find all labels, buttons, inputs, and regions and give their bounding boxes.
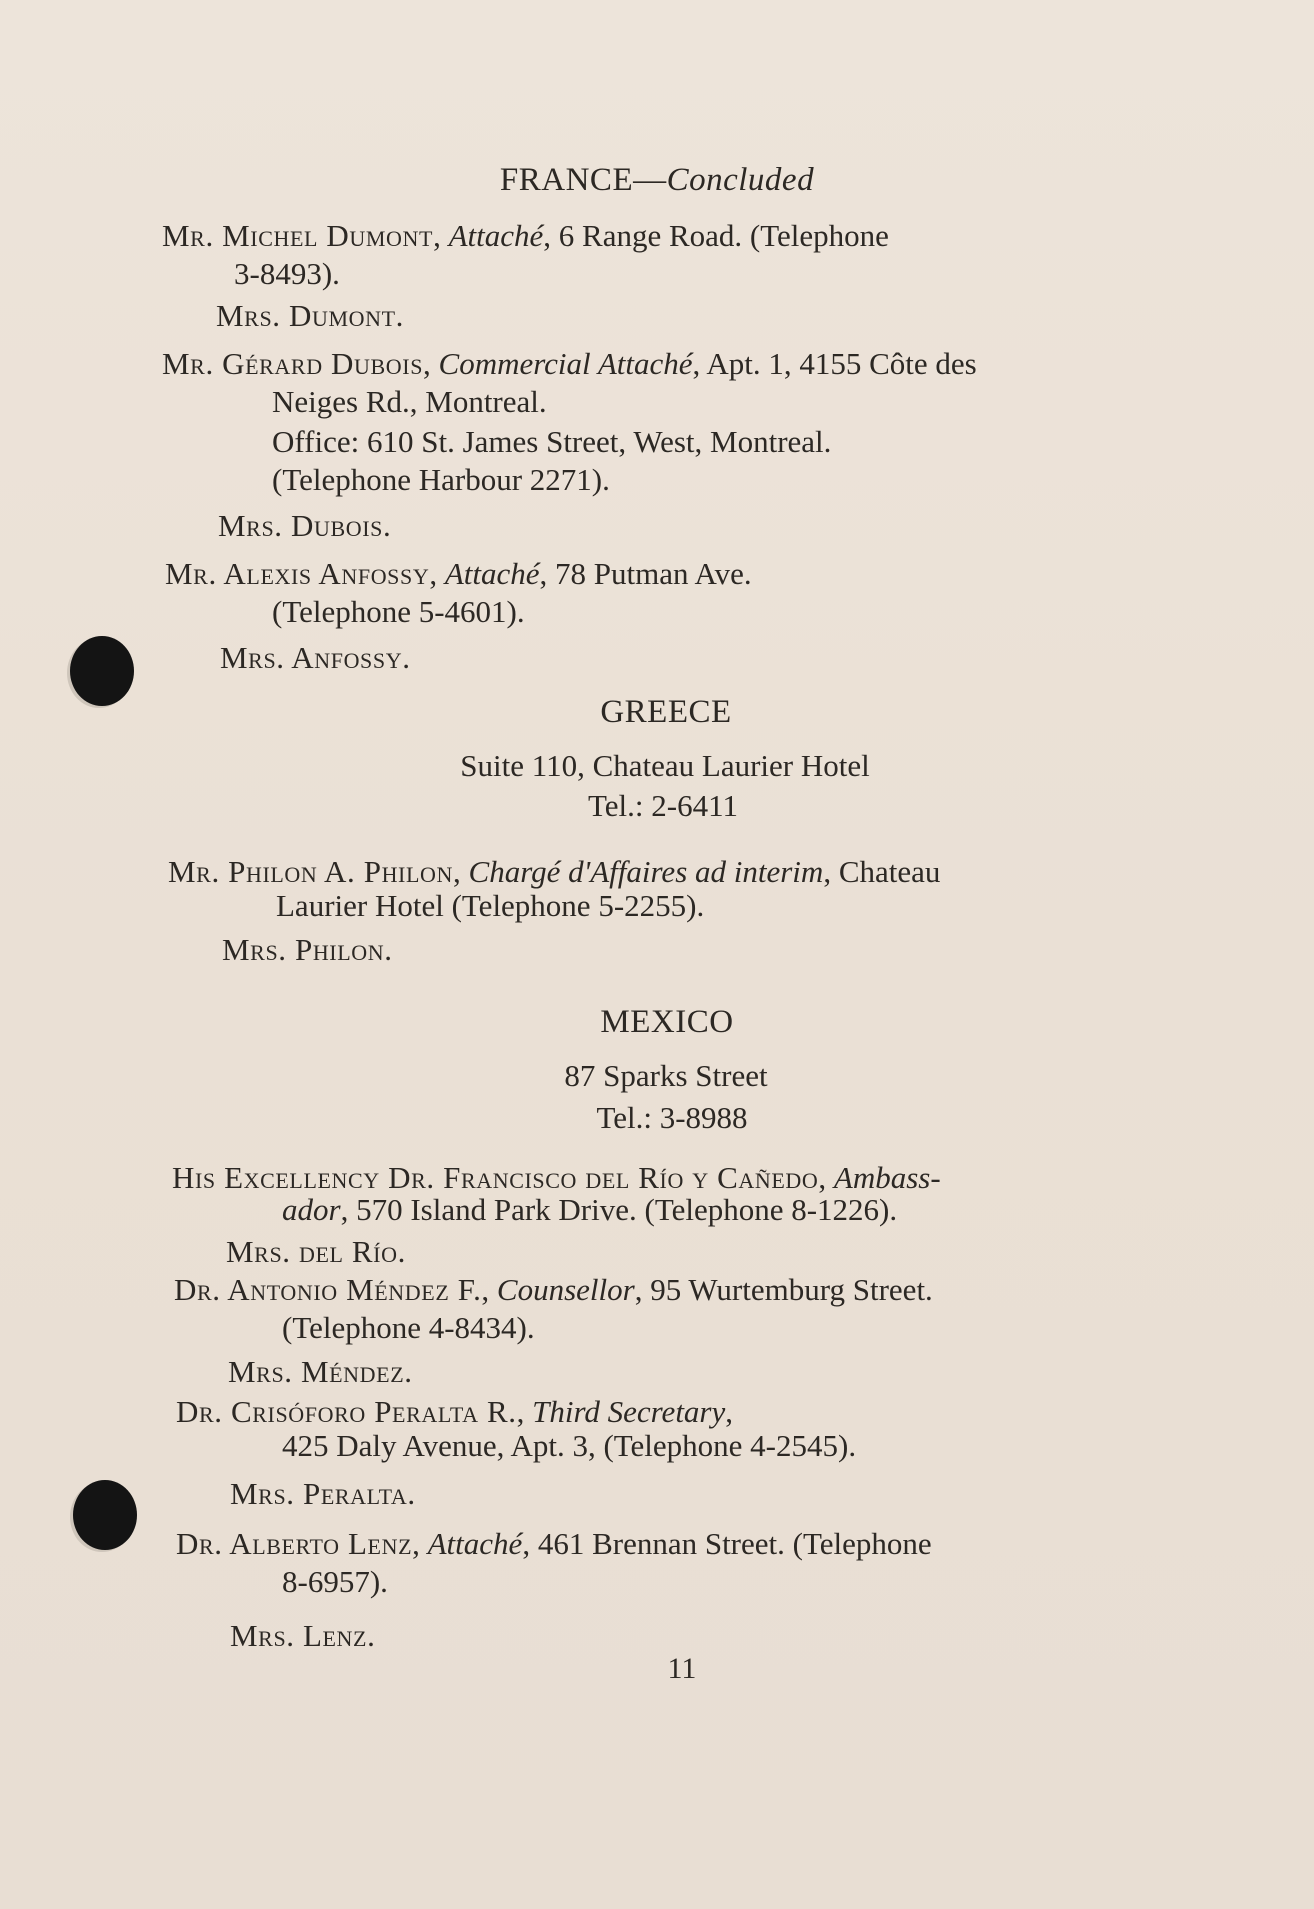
embassy-address: Suite 110, Chateau Laurier Hotel <box>460 748 870 783</box>
punch-hole-bottom <box>73 1480 137 1550</box>
person-title: Attaché <box>448 218 544 253</box>
person-title: Third Secretary <box>532 1394 726 1429</box>
person-title: Attaché <box>444 556 540 591</box>
section-heading-france <box>0 162 1314 199</box>
entry-line: Mr. Gérard Dubois, Commercial Attaché, Apt. 1, 4155 Côte des <box>162 346 977 381</box>
entry-continuation: (Telephone 4-8434). <box>282 1310 535 1345</box>
entry-text: , Chateau <box>823 854 941 889</box>
person-title: Commercial Attaché <box>438 346 693 381</box>
entry-continuation: 3-8493). <box>234 256 340 291</box>
person-name: Mr. Alexis Anfossy <box>165 556 430 591</box>
entry-continuation: (Telephone Harbour 2271). <box>272 462 610 497</box>
entry-continuation: Laurier Hotel (Telephone 5-2255). <box>276 888 705 923</box>
heading-italic-text: Concluded <box>666 162 815 198</box>
person-title: Attaché <box>427 1526 523 1561</box>
heading-text: FRANCE— <box>499 162 667 198</box>
entry-text: , 6 Range Road. (Telephone <box>543 218 889 253</box>
entry-continuation: Office: 610 St. James Street, West, Montreal. <box>272 424 832 459</box>
entry-continuation: (Telephone 5-4601). <box>272 594 525 629</box>
entry-text: , 78 Putman Ave. <box>539 556 752 591</box>
embassy-telephone: Tel.: 3-8988 <box>596 1100 748 1135</box>
spouse-name: Mrs. Dumont. <box>216 298 404 333</box>
entry-line: Dr. Alberto Lenz, Attaché, 461 Brennan Street. (Telephone <box>176 1526 932 1561</box>
embassy-address: 87 Sparks Street <box>564 1058 768 1093</box>
entry-text: , 570 Island Park Drive. (Telephone 8-1226). <box>340 1192 898 1227</box>
entry-continuation: Neiges Rd., Montreal. <box>272 384 547 419</box>
spouse-name: Mrs. Peralta. <box>230 1476 416 1511</box>
spouse-name: Mrs. Philon. <box>222 932 393 967</box>
person-title: Counsellor <box>496 1272 635 1307</box>
person-name: Dr. Alberto Lenz <box>176 1526 413 1561</box>
spouse-name: Mrs. Dubois. <box>218 508 392 543</box>
person-name: Dr. Crisóforo Peralta R. <box>176 1394 517 1429</box>
entry-continuation: 8-6957). <box>282 1564 388 1599</box>
spouse-name: Mrs. del Río. <box>226 1234 406 1269</box>
entry-line: Dr. Crisóforo Peralta R., Third Secretary, <box>176 1394 734 1429</box>
person-name: Mr. Gérard Dubois <box>162 346 424 381</box>
entry-continuation <box>282 1192 897 1228</box>
section-heading-mexico: MEXICO <box>600 1004 734 1040</box>
person-title: ador <box>282 1192 341 1227</box>
person-title: Ambass- <box>833 1160 941 1195</box>
person-title: Chargé d'Affaires ad interim <box>468 854 824 889</box>
spouse-name: Mrs. Méndez. <box>228 1354 413 1389</box>
person-name: His Excellency Dr. Francisco del Río y Cañedo <box>172 1160 819 1195</box>
person-name: Mr. Michel Dumont <box>162 218 434 253</box>
spouse-name: Mrs. Anfossy. <box>220 640 411 675</box>
entry-text: , 461 Brennan Street. (Telephone <box>522 1526 932 1561</box>
embassy-telephone: Tel.: 2-6411 <box>588 788 738 823</box>
entry-line: Mr. Michel Dumont, Attaché, 6 Range Road. (Telephone <box>162 218 889 253</box>
entry-line: Mr. Alexis Anfossy, Attaché, 78 Putman Ave. <box>165 556 752 591</box>
entry-continuation: 425 Daly Avenue, Apt. 3, (Telephone 4-2545). <box>282 1428 857 1463</box>
entry-line: Dr. Antonio Méndez F., Counsellor, 95 Wurtemburg Street. <box>174 1272 933 1307</box>
entry-text: , Apt. 1, 4155 Côte des <box>692 346 977 381</box>
entry-line: Mr. Philon A. Philon, Chargé d'Affaires ad interim, Chateau <box>168 854 941 889</box>
spouse-name: Mrs. Lenz. <box>230 1618 376 1653</box>
entry-text: , 95 Wurtemburg Street. <box>634 1272 933 1307</box>
entry-line: His Excellency Dr. Francisco del Río y Cañedo, Ambass- <box>172 1160 941 1195</box>
person-name: Dr. Antonio Méndez F. <box>174 1272 482 1307</box>
page-number: 11 <box>667 1652 697 1685</box>
person-name: Mr. Philon A. Philon <box>168 854 454 889</box>
section-heading-greece: GREECE <box>600 694 732 730</box>
entry-text: , <box>725 1394 734 1429</box>
